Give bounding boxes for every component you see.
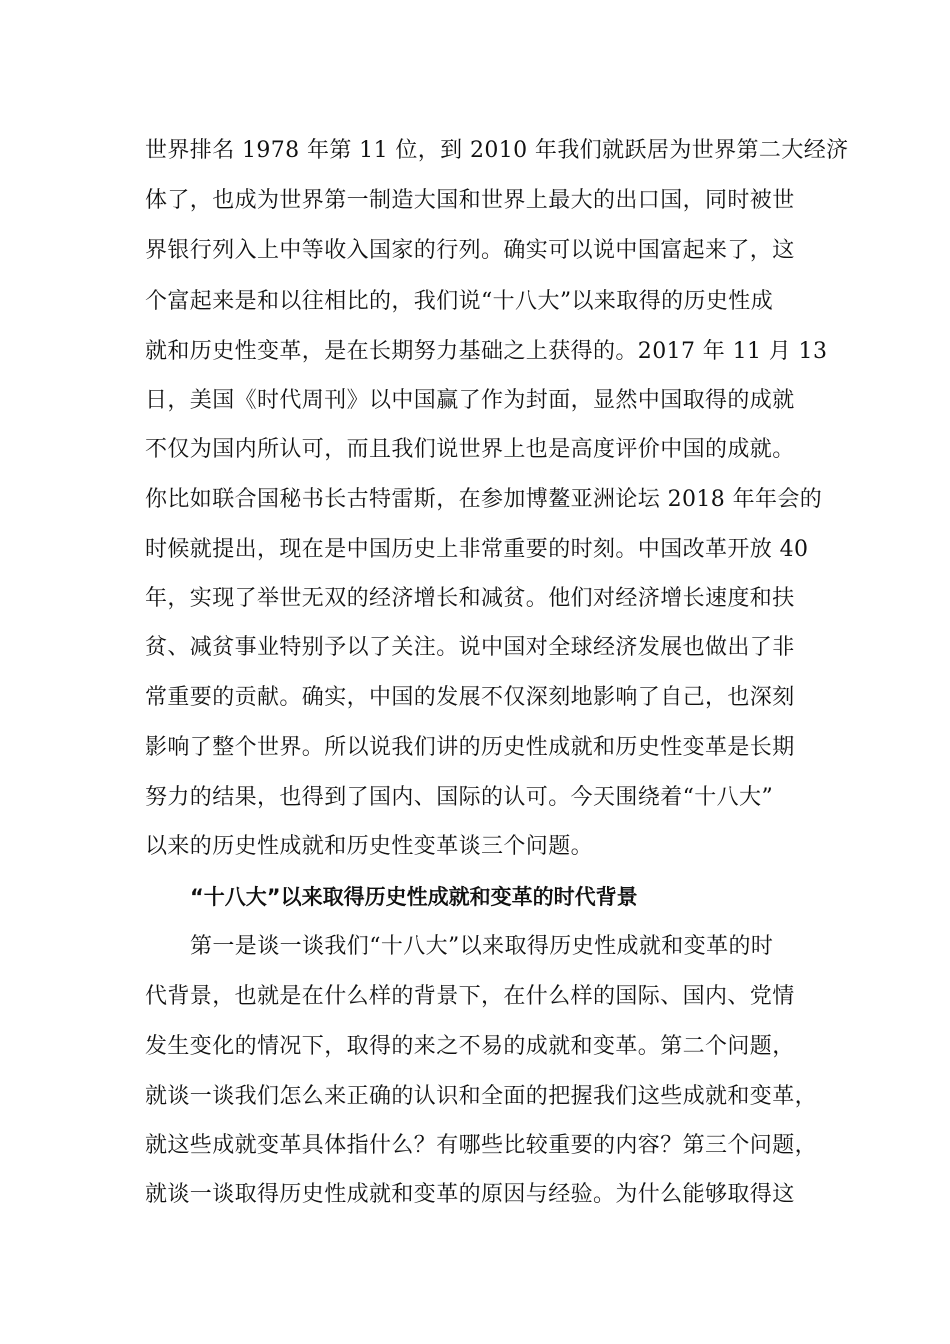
paragraph-1-line-5: 就和历史性变革，是在长期努力基础之上获得的。2017 年 11 月 13 [145, 339, 828, 364]
paragraph-1-line-1: 世界排名 1978 年第 11 位，到 2010 年我们就跃居为世界第二大经济 [145, 138, 849, 163]
paragraph-1-line-8: 你比如联合国秘书长古特雷斯，在参加博鳌亚洲论坛 2018 年年会的 [145, 487, 823, 512]
paragraph-1-line-13: 影响了整个世界。所以说我们讲的历史性成就和历史性变革是长期 [145, 735, 795, 760]
paragraph-2-line-6: 就谈一谈取得历史性成就和变革的原因与经验。为什么能够取得这 [145, 1182, 795, 1207]
paragraph-1-line-11: 贫、减贫事业特别予以了关注。说中国对全球经济发展也做出了非 [145, 635, 795, 660]
paragraph-2-line-1: 第一是谈一谈我们“十八大”以来取得历史性成就和变革的时 [190, 934, 774, 959]
paragraph-1-line-6: 日，美国《时代周刊》以中国赢了作为封面，显然中国取得的成就 [145, 388, 795, 413]
paragraph-1-line-14: 努力的结果，也得到了国内、国际的认可。今天围绕着“十八大” [145, 785, 774, 810]
paragraph-1-line-10: 年，实现了举世无双的经济增长和减贫。他们对经济增长速度和扶 [145, 586, 795, 611]
paragraph-1-line-4: 个富起来是和以往相比的，我们说“十八大”以来取得的历史性成 [145, 289, 774, 314]
paragraph-1-line-7: 不仅为国内所认可，而且我们说世界上也是高度评价中国的成就。 [145, 437, 795, 462]
section-heading: “十八大”以来取得历史性成就和变革的时代背景 [190, 885, 638, 909]
paragraph-1-line-9: 时候就提出，现在是中国历史上非常重要的时刻。中国改革开放 40 [145, 537, 809, 562]
paragraph-1-line-15: 以来的历史性成就和历史性变革谈三个问题。 [145, 834, 594, 859]
paragraph-2-line-4: 就谈一谈我们怎么来正确的认识和全面的把握我们这些成就和变革， [145, 1084, 818, 1109]
paragraph-1-line-3: 界银行列入上中等收入国家的行列。确实可以说中国富起来了，这 [145, 238, 795, 263]
paragraph-1-line-12: 常重要的贡献。确实，中国的发展不仅深刻地影响了自己，也深刻 [145, 685, 795, 710]
paragraph-1-line-2: 体了，也成为世界第一制造大国和世界上最大的出口国，同时被世 [145, 188, 795, 213]
paragraph-2-line-3: 发生变化的情况下，取得的来之不易的成就和变革。第二个问题， [145, 1034, 795, 1059]
paragraph-2-line-5: 就这些成就变革具体指什么？有哪些比较重要的内容？第三个问题， [145, 1133, 818, 1158]
paragraph-2-line-2: 代背景，也就是在什么样的背景下，在什么样的国际、国内、党情 [145, 984, 795, 1009]
